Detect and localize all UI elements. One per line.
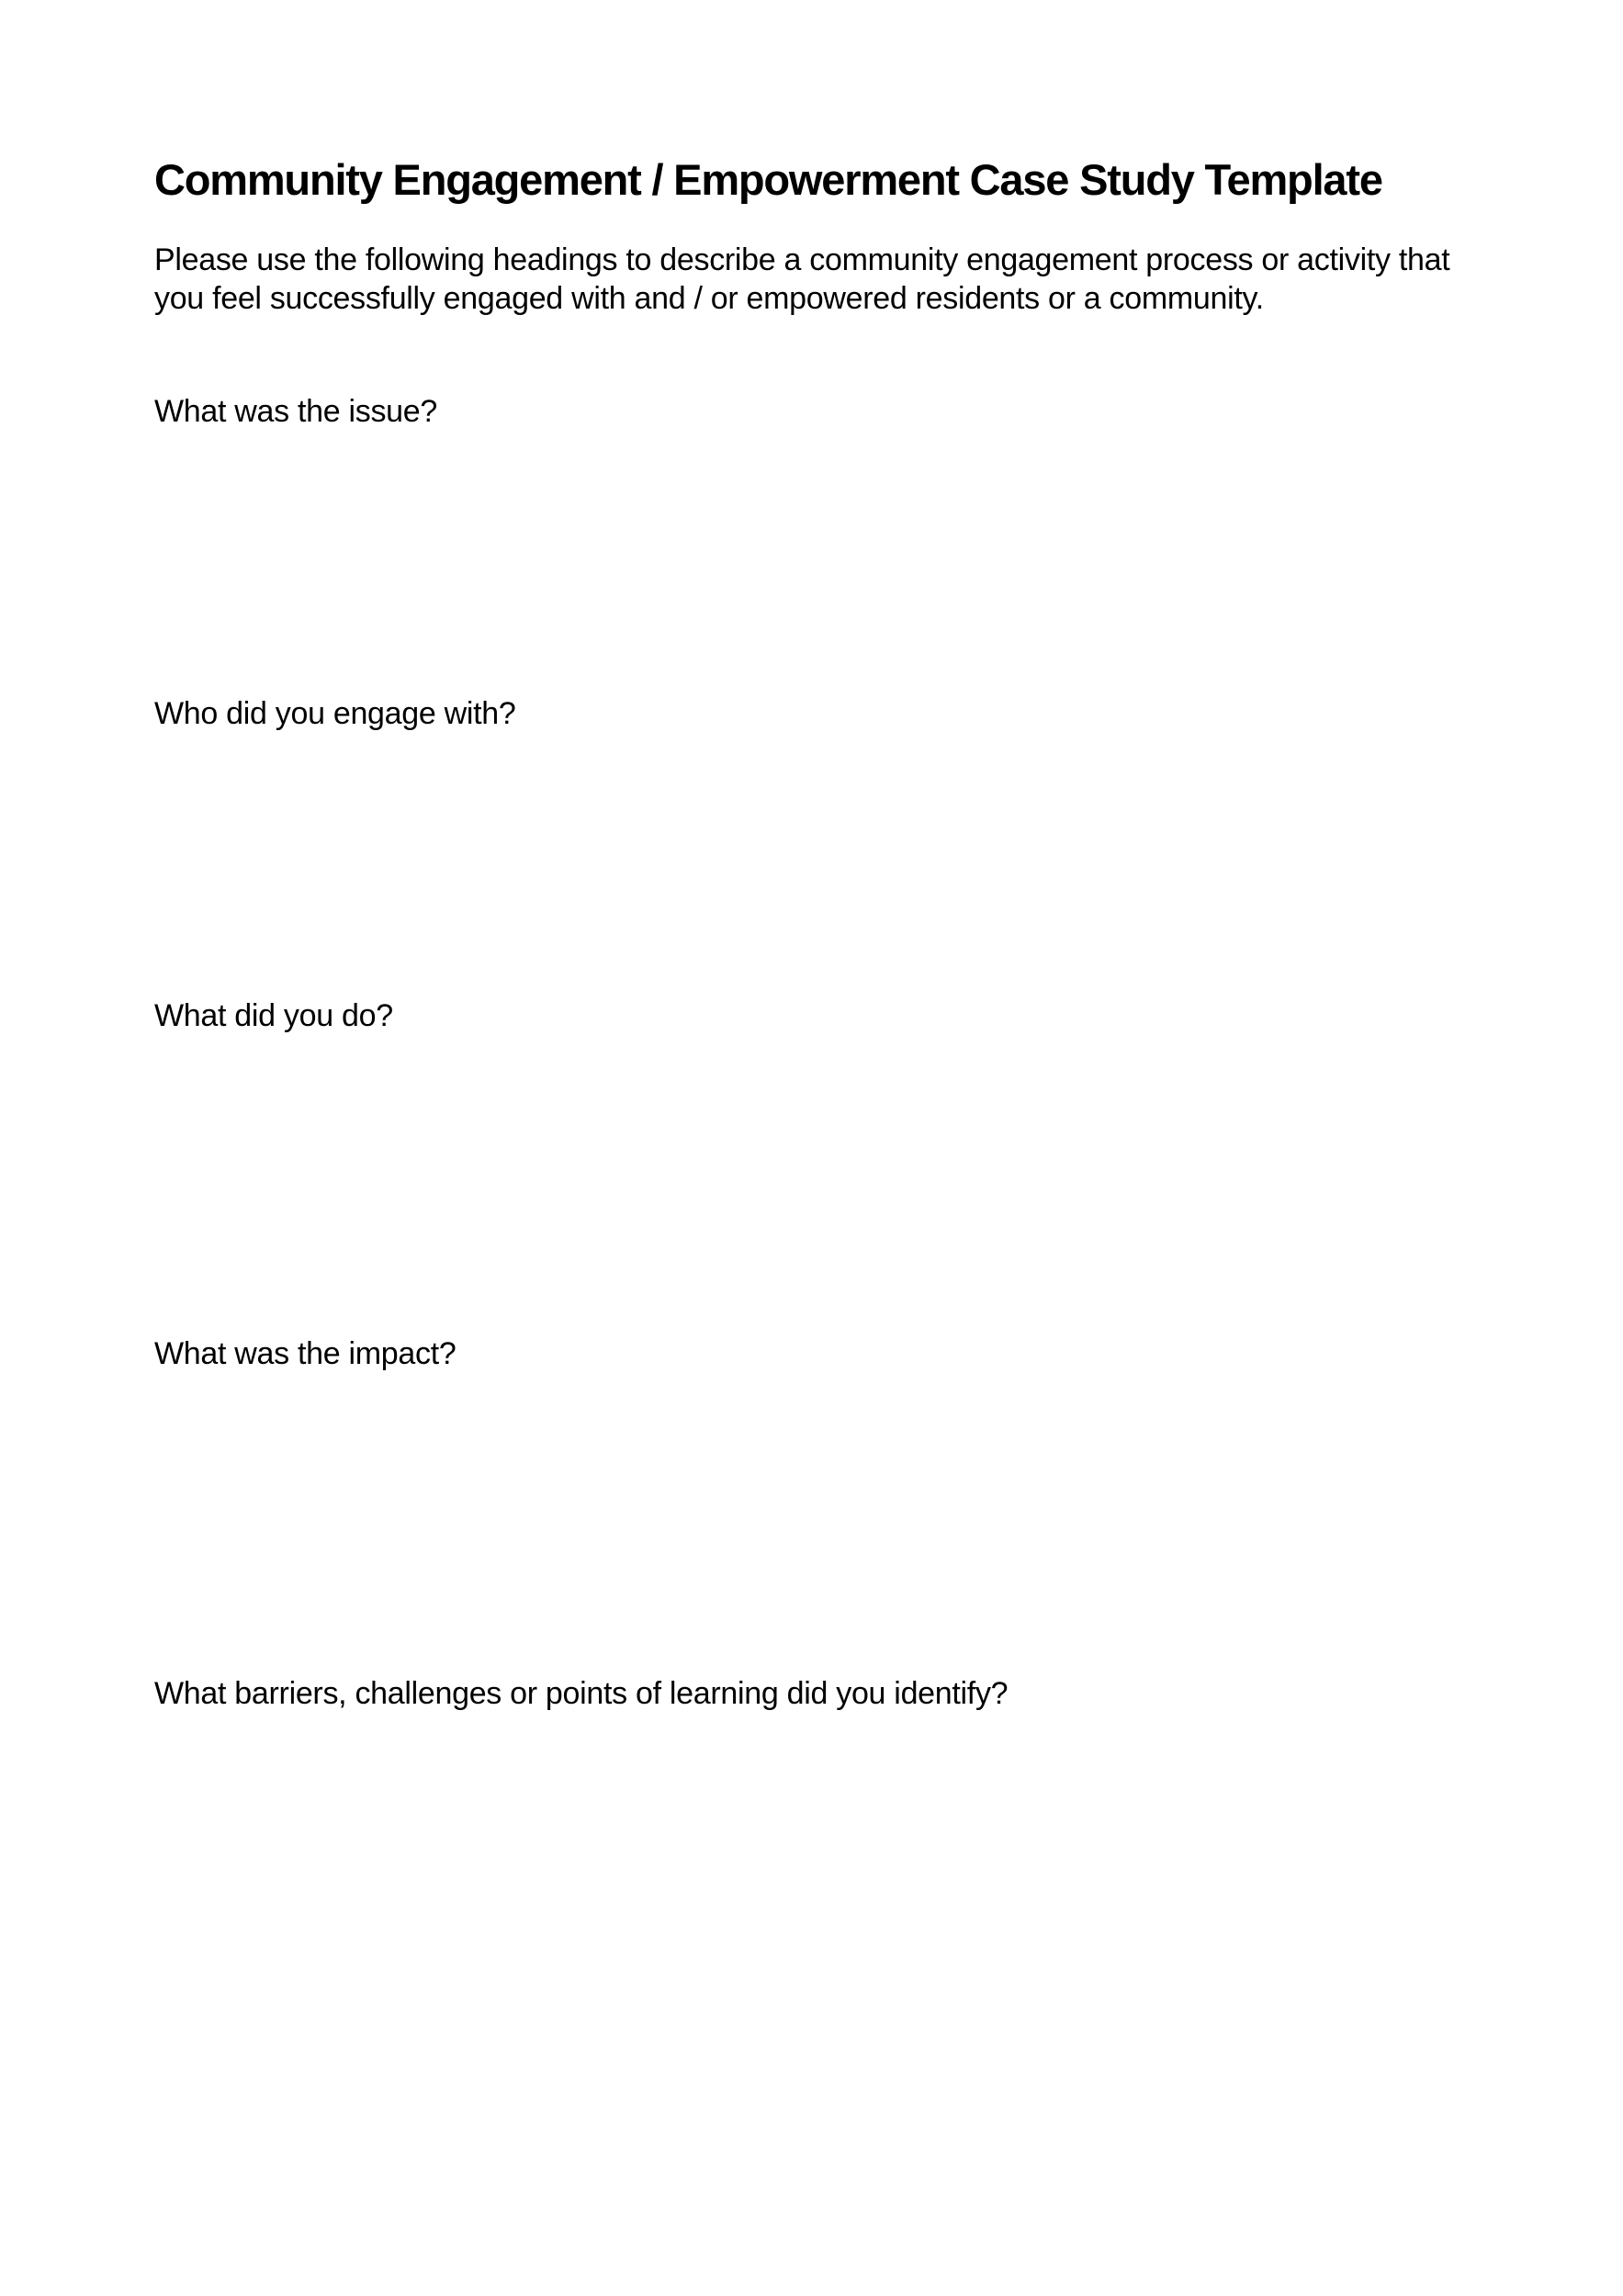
question-issue: What was the issue? (154, 394, 438, 429)
intro-line: you feel successfully engaged with and / or empowered residents or a community. (154, 281, 1264, 316)
intro-paragraph (154, 241, 1449, 318)
intro-line: Please use the following headings to describe a community engagement process or activity that (154, 242, 1450, 277)
question-engage-with: Who did you engage with? (154, 696, 516, 731)
question-what-did-you-do: What did you do? (154, 998, 393, 1033)
question-barriers: What barriers, challenges or points of learning did you identify? (154, 1676, 1009, 1711)
document-title: Community Engagement / Empowerment Case Study Template (154, 155, 1382, 204)
question-impact: What was the impact? (154, 1336, 456, 1371)
